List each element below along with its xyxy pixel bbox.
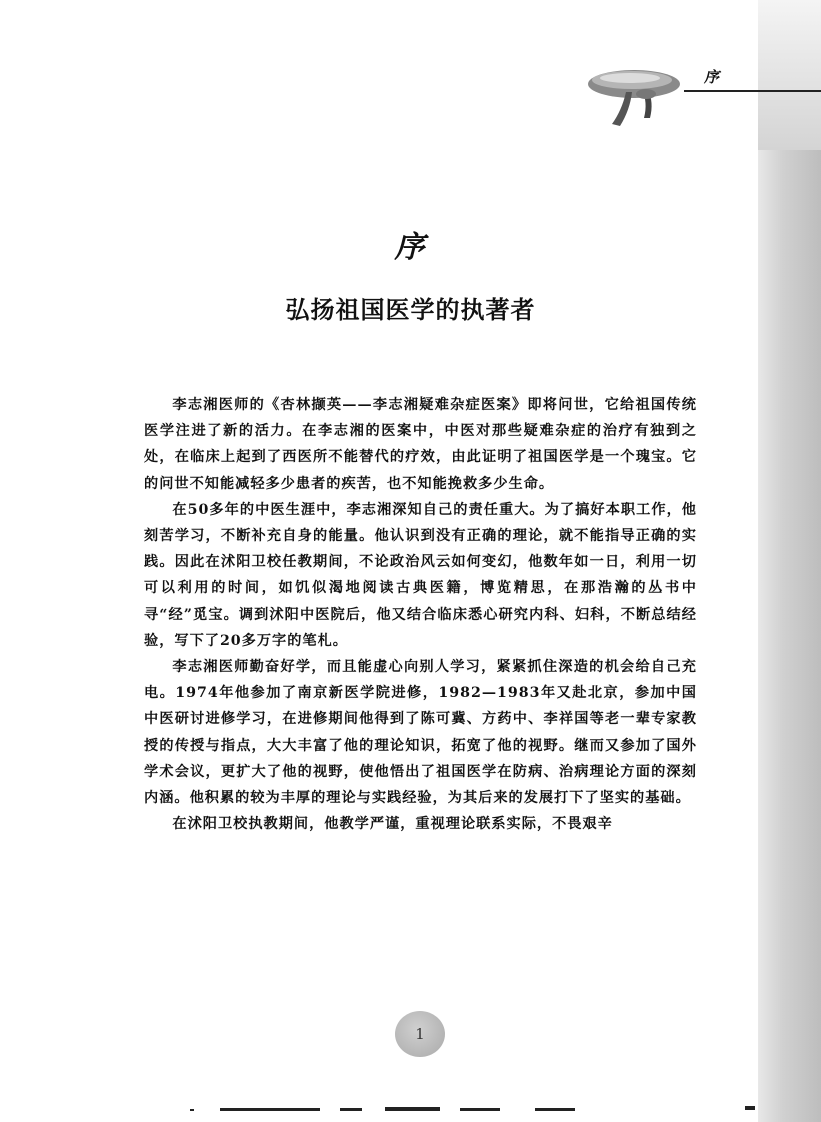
preface-body: [144, 392, 697, 837]
paragraph: 李志湘医师勤奋好学，而且能虚心向别人学习，紧紧抓住深造的机会给自己充电。1974年他参加了南京新医学院进修，1982—1983年又赴北京，参加中国中医研讨进修学习，在进修期间他得到了陈可冀、方药中、李祥国等老一辈专家教授的传授与指点，大大丰富了他的理论知识，拓宽了他的视野。继而又参加了国外学术会议，更扩大了他的视野，使他悟出了祖国医学在防病、治病理论方面的深刻内涵。他积累的较为丰厚的理论与实践经验，为其后来的发展打下了坚实的基础。: [144, 659, 697, 807]
page-edge-band: [758, 0, 821, 1122]
scan-artifacts: [180, 1100, 760, 1114]
paragraph: 在50多年的中医生涯中，李志湘深知自己的责任重大。为了搞好本职工作，他刻苦学习，不断补充自身的能量。他认识到没有正确的理论，就不能指导正确的实践。因此在沭阳卫校任教期间，不论政治风云如何变幻，他数年如一日，利用一切可以利用的时间，如饥似渴地阅读古典医籍，博览精思，在那浩瀚的丛书中寻“经”觅宝。调到沭阳中医院后，他又结合临床悉心研究内科、妇科，不断总结经验，写下了20多万字的笔札。: [144, 501, 697, 649]
page-title: 序: [394, 230, 427, 265]
page-number: 1: [415, 1025, 425, 1043]
header-rule: [684, 90, 821, 92]
lingzhi-mushroom-icon: [582, 58, 692, 130]
paragraph: 在沭阳卫校执教期间，他教学严谨，重视理论联系实际，不畏艰辛: [172, 816, 613, 833]
page-number-badge: [395, 1011, 445, 1057]
running-header-label: 序: [704, 68, 720, 86]
page-subtitle: 弘扬祖国医学的执著者: [285, 296, 536, 324]
paragraph: 李志湘医师的《杏林撷英——李志湘疑难杂症医案》即将问世，它给祖国传统医学注进了新的活力。在李志湘的医案中，中医对那些疑难杂症的治疗有独到之处，在临床上起到了西医所不能替代的疗效，由此证明了祖国医学是一个瑰宝。它的问世不知能减轻多少患者的疾苦，也不知能挽救多少生命。: [144, 397, 697, 492]
